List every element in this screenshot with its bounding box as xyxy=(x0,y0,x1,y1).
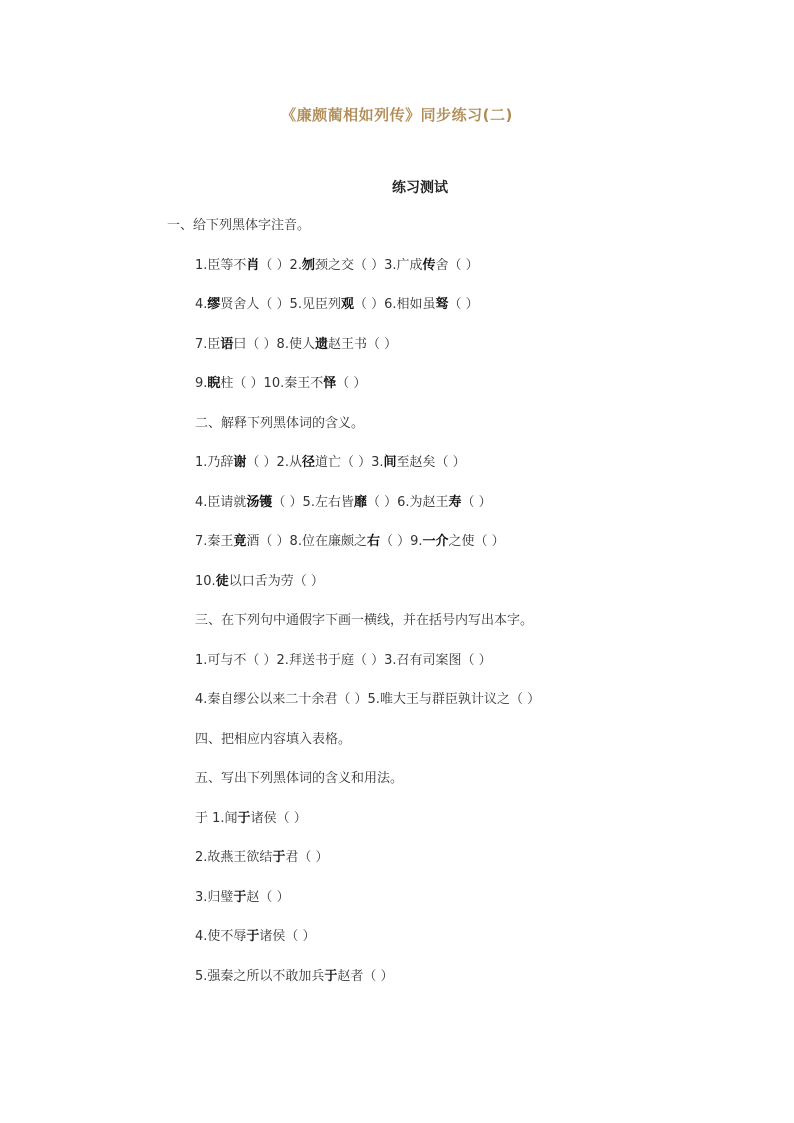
line-text: 赵者（ ） xyxy=(337,969,394,984)
bold-target-char: 语 xyxy=(220,337,234,352)
exercise-line xyxy=(195,968,394,986)
bold-target-char: 徒 xyxy=(215,574,229,589)
exercise-line xyxy=(195,691,540,709)
line-text: 君（ ） xyxy=(285,850,329,865)
bold-target-char: 汤镬 xyxy=(246,495,273,510)
exercise-line xyxy=(195,573,324,591)
bold-target-char: 于 xyxy=(324,969,338,984)
line-text: 4. xyxy=(195,297,208,312)
bold-target-char: 于 xyxy=(246,929,260,944)
bold-target-char: 驽 xyxy=(435,297,449,312)
line-text: 1.可与不（ ）2.拜送书于庭（ ）3.召有司案图（ ） xyxy=(195,653,492,668)
line-text: 曰（ ）8.使人 xyxy=(233,337,315,352)
exercise-line xyxy=(195,928,316,946)
line-text: 3.归璧 xyxy=(195,890,234,905)
exercise-line xyxy=(195,494,492,512)
line-text: 赵（ ） xyxy=(246,890,290,905)
exercise-line xyxy=(195,652,492,670)
line-text: 赵王书（ ） xyxy=(327,337,398,352)
line-text: 贤舍人（ ）5.见臣列 xyxy=(220,297,341,312)
exercise-line xyxy=(195,454,466,472)
exercise-line xyxy=(195,257,479,275)
bold-target-char: 间 xyxy=(383,455,397,470)
exercise-line xyxy=(195,810,307,828)
bold-target-char: 竟 xyxy=(233,534,247,549)
bold-target-char: 睨 xyxy=(207,376,221,391)
bold-target-char: 一介 xyxy=(422,534,449,549)
bold-target-char: 于 xyxy=(233,890,247,905)
exercise-line xyxy=(195,533,505,551)
bold-target-char: 观 xyxy=(340,297,354,312)
exercise-line xyxy=(195,770,403,788)
line-text: （ ）6.为赵王 xyxy=(366,495,449,510)
line-text: 四、把相应内容填入表格。 xyxy=(195,732,352,747)
line-text: 7.臣 xyxy=(195,337,221,352)
line-text: 10. xyxy=(195,574,216,589)
page-title: 《廉颇蔺相如列传》同步练习(二) xyxy=(281,106,513,124)
line-text: （ ）6.相如虽 xyxy=(353,297,436,312)
line-text: 酒（ ）8.位在廉颇之 xyxy=(246,534,367,549)
bold-target-char: 缪 xyxy=(207,297,221,312)
exercise-line xyxy=(195,612,533,630)
line-text: （ ）5.左右皆 xyxy=(272,495,354,510)
line-text: 颈之交（ ）3.广成 xyxy=(314,258,423,273)
exercise-line xyxy=(195,731,351,749)
line-text: 之使（ ） xyxy=(448,534,505,549)
exercise-line xyxy=(195,296,479,314)
line-text: （ ）2.从 xyxy=(246,455,302,470)
exercise-line xyxy=(195,889,290,907)
bold-target-char: 刎 xyxy=(301,258,315,273)
line-text: 柱（ ）10.秦王不 xyxy=(220,376,324,391)
line-text: 三、在下列句中通假字下画一横线，并在括号内写出本字。 xyxy=(195,613,534,628)
exercise-line xyxy=(167,217,310,235)
bold-target-char: 寿 xyxy=(448,495,462,510)
line-text: 五、写出下列黑体词的含义和用法。 xyxy=(195,771,404,786)
line-text: 二、解释下列黑体词的含义。 xyxy=(195,416,365,431)
bold-target-char: 右 xyxy=(366,534,380,549)
line-text: 7.秦王 xyxy=(195,534,234,549)
bold-target-char: 谢 xyxy=(233,455,247,470)
line-text: 一、给下列黑体字注音。 xyxy=(167,218,311,233)
bold-target-char: 怿 xyxy=(323,376,337,391)
exercise-line xyxy=(195,375,366,393)
line-text: 9. xyxy=(195,376,208,391)
bold-target-char: 靡 xyxy=(353,495,367,510)
exercise-line xyxy=(195,849,329,867)
line-text: 1.臣等不 xyxy=(195,258,247,273)
line-text: 以口舌为劳（ ） xyxy=(228,574,324,589)
line-text: 4.使不辱 xyxy=(195,929,247,944)
line-text: 5.强秦之所以不敢加兵 xyxy=(195,969,325,984)
line-text: （ ） xyxy=(461,495,492,510)
bold-target-char: 肖 xyxy=(246,258,260,273)
exercise-line xyxy=(195,415,364,433)
bold-target-char: 径 xyxy=(301,455,315,470)
line-text: 于 1.闻 xyxy=(195,811,238,826)
line-text: 4.秦自缪公以来二十余君（ ）5.唯大王与群臣孰计议之（ ） xyxy=(195,692,541,707)
line-text: 2.故燕王欲结 xyxy=(195,850,273,865)
line-text: 1.乃辞 xyxy=(195,455,234,470)
line-text: 至赵矣（ ） xyxy=(396,455,466,470)
line-text: 舍（ ） xyxy=(435,258,479,273)
bold-target-char: 遗 xyxy=(314,337,328,352)
exercise-line xyxy=(195,336,397,354)
line-text: 道亡（ ）3. xyxy=(314,455,384,470)
section-subtitle: 练习测试 xyxy=(392,180,448,196)
line-text: （ ） xyxy=(336,376,367,391)
line-text: （ ）2. xyxy=(259,258,302,273)
line-text: 诸侯（ ） xyxy=(250,811,307,826)
bold-target-char: 传 xyxy=(422,258,436,273)
line-text: （ ）9. xyxy=(379,534,423,549)
line-text: 诸侯（ ） xyxy=(259,929,316,944)
line-text: 4.臣请就 xyxy=(195,495,247,510)
bold-target-char: 于 xyxy=(272,850,286,865)
line-text: （ ） xyxy=(448,297,479,312)
bold-target-char: 于 xyxy=(237,811,251,826)
